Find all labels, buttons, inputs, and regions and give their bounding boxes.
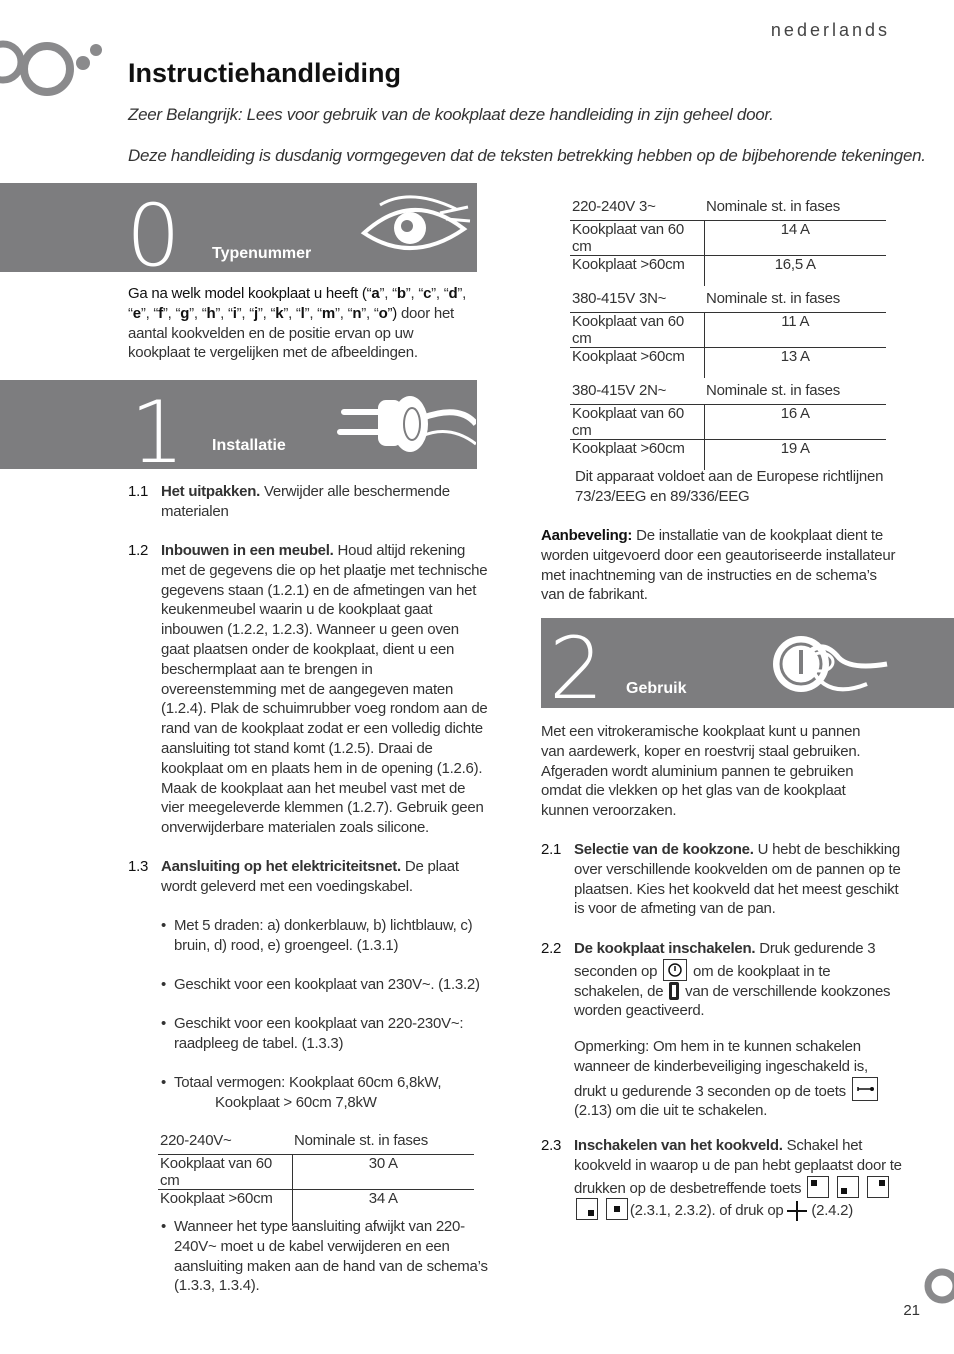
usage-intro: Met een vitrokeramische kookplaat kunt u pannen van aardewerk, koper en roestvrij staal gebruiken. Afgeraden wordt aluminium pannen te gebruiken omdat die vlekken op het glas van de kookplaat kunnen veroorzaken. bbox=[541, 723, 861, 820]
zone-display-icon bbox=[669, 982, 679, 1000]
intro-important: Zeer Belangrijk: Lees voor gebruik van de kookplaat deze handleiding in zijn geheel door. bbox=[128, 105, 774, 124]
page-title: Instructiehandleiding bbox=[128, 58, 402, 88]
model-letter: n bbox=[352, 304, 362, 322]
section-label: Typenummer bbox=[212, 245, 312, 262]
model-letter: a bbox=[371, 285, 380, 302]
zone-key-top-right-icon[interactable] bbox=[867, 1176, 889, 1198]
bullet-total-power: • Totaal vermogen: Kookplaat 60cm 6,8kW, Kookplaat > 60cm 7,8kW bbox=[161, 1074, 442, 1111]
power-plug-icon bbox=[330, 394, 476, 466]
child-lock-note: Opmerking: Om hem in te kunnen schakelen wanneer de kinderbeveiliging ingeschakeld is, drukt u gedurende 3 seconden op de toets (2.13) om die uit te schakelen. bbox=[574, 1037, 899, 1117]
step-2-3: 2.3 Inschakelen van het kookveld. Schakel het kookveld in waarop u de pan hebt geplaatst door te drukken op de desbetreffende toets (2.3.1, 2.3.2). of druk op (2.4.2) bbox=[541, 1137, 902, 1220]
section-number: 2 bbox=[549, 619, 604, 719]
step-1-1: 1.1 Het uitpakken. Verwijder alle beschermende materialen bbox=[128, 483, 450, 520]
brand-circle-mark bbox=[920, 1264, 954, 1308]
section-label: Gebruik bbox=[626, 680, 687, 697]
power-table-380-415v-2n: 380-415V 2N~ Nominale st. in fases Kookplaat van 60 cm 16 A Kookplaat >60cm 19 A bbox=[570, 382, 886, 470]
model-letter: g bbox=[180, 304, 190, 322]
zone-key-top-left-icon[interactable] bbox=[807, 1176, 829, 1198]
step-2-2: 2.2 De kookplaat inschakelen. Druk gedurende 3 seconden op om de kookplaat in te schakelen, de van de verschillende kookzones worden geactiveerd. bbox=[541, 940, 891, 1020]
power-table-220-240v: 220-240V~ Nominale st. in fases Kookplaat van 60 cm 30 A Kookplaat >60cm 34 A bbox=[158, 1132, 474, 1226]
model-letter: i bbox=[232, 304, 237, 322]
model-letter: d bbox=[448, 285, 458, 302]
section-number: 0 bbox=[126, 186, 181, 286]
model-letter: l bbox=[300, 304, 305, 322]
touch-button-icon bbox=[767, 628, 895, 704]
plus-icon[interactable] bbox=[787, 1201, 807, 1221]
model-letter: b bbox=[396, 285, 406, 302]
power-table-220-240v-3: 220-240V 3~ Nominale st. in fases Kookplaat van 60 cm 14 A Kookplaat >60cm 16,5 A bbox=[570, 198, 886, 286]
section-0-header bbox=[0, 183, 477, 286]
model-letter: o bbox=[378, 304, 388, 322]
model-letter: j bbox=[254, 304, 258, 322]
language-label: nederlands bbox=[770, 20, 890, 40]
model-letter: f bbox=[158, 304, 163, 322]
model-identification-text: Ga na welk model kookplaat u heeft (“a”, “b”, “c”, “d”, “e”, “f”, “g”, “h”, “i”, “j”, “k”, “l”, “m”, “n”, “o”) door het aantal kookvelden en de positie ervan op uw kookplaat te vergelijken met de afbeeldingen. bbox=[128, 285, 467, 362]
step-1-2: 1.2 Inbouwen in een meubel. Houd altijd rekening met de gegevens die op het plaatje met technische gegevens staan (1.2.1) en de afmetingen van het keukenmeubel waarin u de kookplaat gaat inbouwen (1.2.2, 1.2.3). Wanneer u geen oven gaat plaatsen onder de kookplaat, dient u een beschermplaat aan te brengen in overeenstemming met de aangegeven maten (1.2.4). Plak de schuimrubber voeg rondom aan de rand van de kookplaat zodat er een volledig dichte aansluiting tot stand komt (1.2.5). Draai de kookplaat om en plaats hem in de opening (1.2.6). Maak de kookplaat aan het meubel vast met de vier meegeleverde klemmen (1.2.7). Gebruik geen onverwijderbare materialen zoals silicone. bbox=[128, 542, 488, 837]
recommendation-text: Aanbeveling: De installatie van de kookplaat dient te worden uitgevoerd door een geautoriseerde installateur met inachtneming van de instructies en de schema’s van de fabrikant. bbox=[541, 527, 896, 604]
model-letter: k bbox=[275, 304, 284, 322]
model-letter: e bbox=[132, 304, 141, 322]
step-1-3: 1.3 Aansluiting op het elektriciteitsnet. De plaat wordt geleverd met een voedingskabel. bbox=[128, 858, 459, 895]
brand-logo-circles bbox=[0, 22, 110, 106]
eye-icon bbox=[360, 191, 472, 261]
zone-key-bottom-right-icon[interactable] bbox=[576, 1198, 598, 1220]
model-letter: c bbox=[423, 285, 432, 302]
section-1-header bbox=[0, 380, 477, 483]
model-letter: m bbox=[321, 304, 336, 322]
section-number: 1 bbox=[130, 383, 185, 483]
model-letter: h bbox=[206, 304, 216, 322]
zone-key-bottom-left-icon[interactable] bbox=[837, 1176, 859, 1198]
zone-key-center-icon[interactable] bbox=[606, 1198, 628, 1220]
eu-directive-note: Dit apparaat voldoet aan de Europese richtlijnen 73/23/EEG en 89/336/EEG bbox=[575, 468, 884, 505]
section-2-header bbox=[541, 618, 954, 719]
intro-layout: Deze handleiding is dusdanig vormgegeven dat de teksten betrekking hebben op de bijbehorende tekeningen. bbox=[128, 146, 926, 165]
key-lock-button-icon[interactable] bbox=[852, 1077, 878, 1101]
page-number: 21 bbox=[903, 1302, 920, 1319]
step-2-1: 2.1 Selectie van de kookzone. U hebt de beschikking over verschillende kookvelden om de pannen op te plaatsen. Kies het kookveld dat het meest geschikt is voor de afmeting van de pan. bbox=[541, 841, 901, 918]
power-table-380-415v-3n: 380-415V 3N~ Nominale st. in fases Kookplaat van 60 cm 11 A Kookplaat >60cm 13 A bbox=[570, 290, 886, 378]
power-button-icon[interactable] bbox=[663, 959, 687, 981]
section-label: Installatie bbox=[212, 437, 286, 454]
